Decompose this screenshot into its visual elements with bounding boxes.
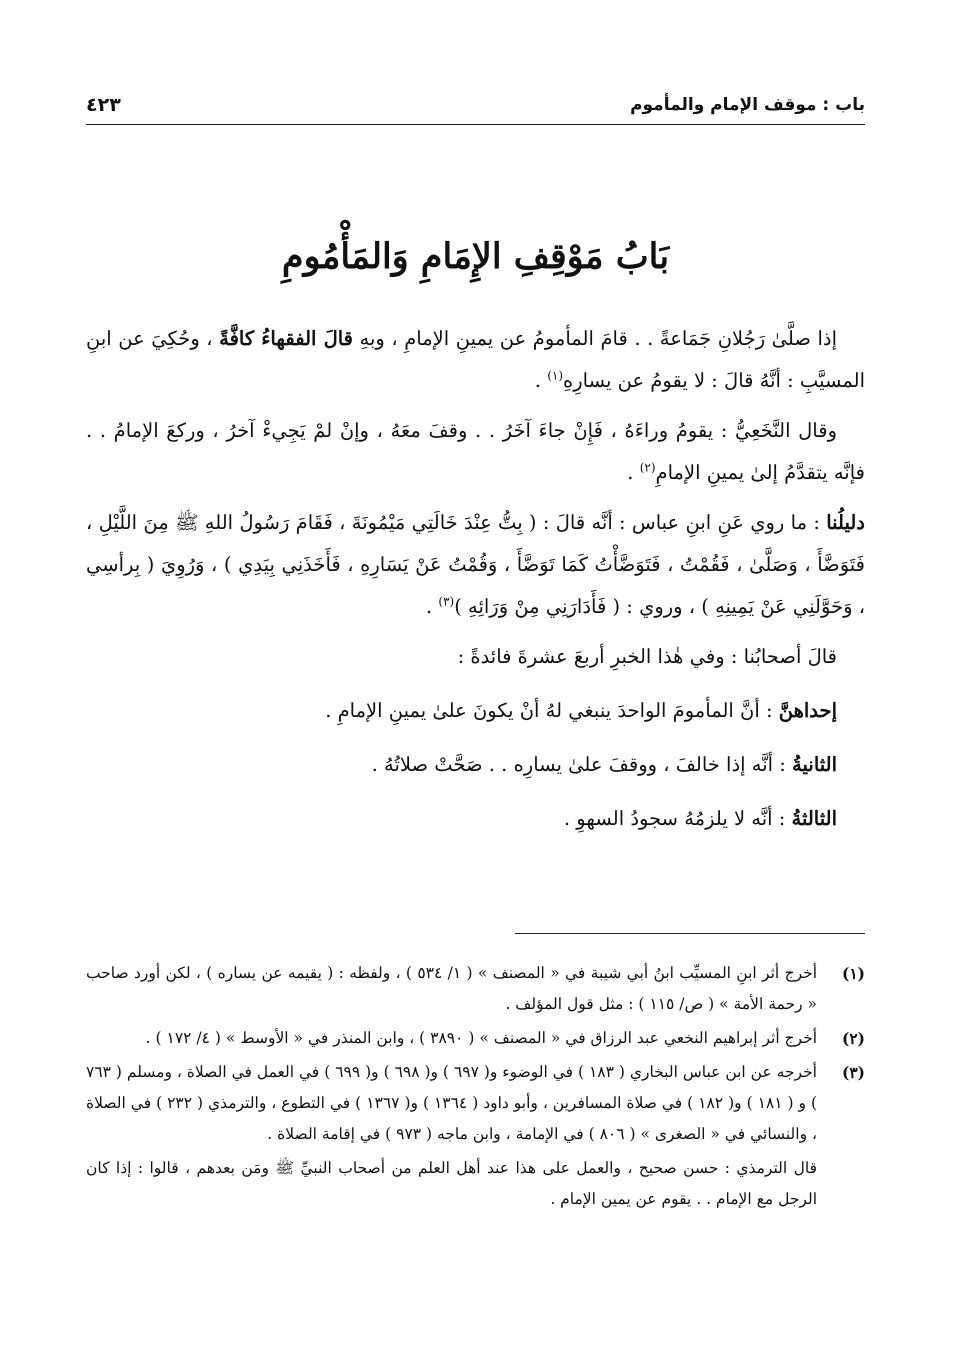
point-2-label: الثانيةُ [792,753,837,776]
footnote-3-text: أخرجه عن ابن عباس البخاري ( ١٨٣ ) في الوضوء و( ٦٩٧ ) و( ٦٩٨ ) و( ٦٩٩ ) في العمل في الصلاة ، ومسلم ( ٧٦٣ ) و ( ١٨١ ) و( ١٨٢ ) في صلاة المسافرين ، وأبو داود ( ١٣٦٤ ) و( ١٣٦٧ ) في التطوع ، والترمذي ( ٢٣٢ ) في الصلاة ، والنسائي في « الصغرى » ( ٨٠٦ ) في الإمامة ، وابن ماجه ( ٩٧٣ ) في إقامة الصلاة . [86,1063,818,1143]
point-2-text: : أنَّه إذا خالفَ ، ووقفَ علىٰ يسارِه . . صَحَّتْ صلاتُهُ . [371,753,793,776]
header-rule [86,124,865,125]
evidence-label: دليلُنا [826,511,865,534]
footnote-ref-2[interactable]: (٢) [639,460,656,475]
footnotes [86,958,865,1215]
paragraph-1-end: . [534,369,548,392]
footnote-3-number: (٣) [841,1063,865,1082]
paragraph-1 [86,318,865,402]
footnote-2 [86,1023,865,1054]
point-1-text: : أنَّ المأمومَ الواحدَ ينبغي لهُ أنْ يكونَ علىٰ يمينِ الإمامِ . [325,699,779,722]
paragraph-3 [86,502,865,628]
chapter-title: بَابُ مَوْقِفِ الإِمَامِ وَالمَأْمُومِ [281,236,670,277]
paragraph-2 [86,410,865,494]
footnote-1-number: (١) [841,964,865,983]
point-1 [86,690,865,732]
running-header [86,92,865,118]
paragraph-3-end: . [425,595,439,618]
point-3-label: الثالثةُ [791,807,837,830]
paragraph-1-bold: قالَ الفقهاءُ كافَّةً [219,327,354,350]
footnote-3-continuation: قال الترمذي : حسن صحيح ، والعمل على هذا عند أهل العلم من أصحاب النبيِّ ﷺ ومَن بعدهم ، قالوا : إذا كان الرجل مع الإمام . . يقوم عن يمين الإمام . [86,1159,817,1208]
footnote-1-text: أخرج أثر ابنِ المسيِّب ابنُ أبي شيبة في « المصنف » ( ١/ ٥٣٤ ) ، ولفظه : ( يقيمه عن يساره ) ، لكن أورد صاحب « رحمة الأمة » ( ص/ ١١٥ ) : مثل قول المؤلف . [86,964,818,1013]
footnote-1 [86,958,865,1020]
footnote-rule [515,933,865,934]
footnote-ref-1[interactable]: (١) [547,368,564,383]
point-1-label: إحداهنَّ [778,699,837,722]
point-2 [86,744,865,786]
page-number: ٤٢٣ [86,94,121,116]
footnote-ref-3[interactable]: (٣) [438,594,455,609]
point-3-text: : أنَّه لا يلزمُهُ سجودُ السهوِ . [563,807,792,830]
paragraph-1-text2: ، وحُكِيَ عن ابنِ المسيَّبِ : أنَّهُ قالَ : لا يقومُ عن يسارِهِ [86,327,865,392]
footnote-2-number: (٢) [841,1029,865,1048]
paragraph-2-end: . [627,461,640,484]
footnote-2-text: أخرج أثر إبراهيم النخعي عبد الرزاق في « المصنف » ( ٣٨٩٠ ) ، وابن المنذر في « الأوسط » ( ٤/ ١٧٢ ) . [145,1029,817,1047]
main-text [86,318,865,852]
paragraph-1-text: إذا صلَّىٰ رَجُلانِ جَمَاعةً . . قامَ المأمومُ عن يمينِ الإمامِ ، وبهِ [353,327,838,350]
paragraph-3-text: : ما روي عَنِ ابنِ عباس : أنَّه قالَ : ( بِتُّ عِنْدَ خَالَتِي مَيْمُونَةَ ، فَقَامَ رَسُولُ اللهِ ﷺ مِنَ اللَّيْلِ ، فَتَوَضَّأَ ، وَصَلَّىٰ ، فَقُمْتُ ، فَتَوَضَّأْتُ كَمَا تَوَضَّأَ ، وَقُمْتُ عَنْ يَسَارِهِ ، فَأَخَذَنِي بِيَدِي ) ، وَرُوِيَ ( بِرأسِي ، وَحَوَّلَنِي عَنْ يَمِينِهِ ) ، وروي : ( فَأَدَارَنِي مِنْ وَرَائِهِ ) [86,511,865,618]
paragraph-2-text: وقال النَّخَعِيُّ : يقومُ وراءَهُ ، فَإِنْ جاءَ آخَرُ . . وقفَ معَهُ ، وإنْ لمْ يَجِيءْ آخرُ ، وركعَ الإمامُ . . فإنَّه يتقدَّمُ إلىٰ يمينِ الإمامِ [86,419,865,484]
point-3 [86,798,865,840]
footnote-3 [86,1057,865,1150]
paragraph-4: قالَ أصحابُنا : وفي هٰذا الخبرِ أربعَ عشرةَ فائدةً : [457,645,837,668]
running-title: باب : موقف الإمام والمأموم [630,95,865,115]
